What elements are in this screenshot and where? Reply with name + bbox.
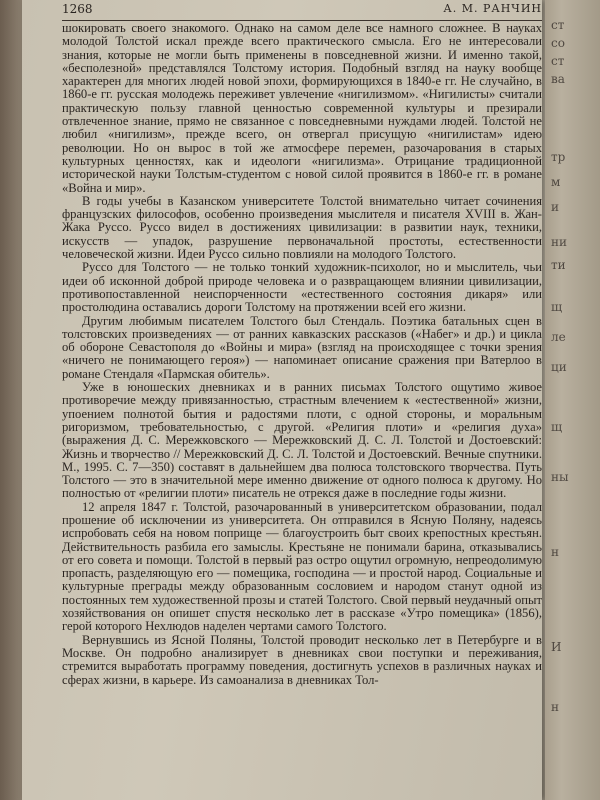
facing-page-fragment: ст	[551, 18, 565, 32]
book-spine-shadow	[0, 0, 22, 800]
facing-page-fragment: и	[551, 200, 559, 214]
facing-page-fragment: м	[551, 175, 561, 189]
facing-page-fragment: ни	[551, 235, 567, 249]
facing-page-fragment: щ	[551, 300, 563, 314]
facing-page-fragment: ци	[551, 360, 567, 374]
page-header	[62, 0, 542, 21]
facing-page-fragment: И	[551, 640, 562, 654]
facing-page-fragment: н	[551, 700, 559, 714]
facing-page-edge	[545, 0, 600, 800]
book-page	[22, 0, 542, 800]
paragraph: 12 апреля 1847 г. Толстой, разочарованный в университетском образовании, подал прошение об исключении из университета. Он отправился в Ясную Поляну, надеясь испробовать себя на новом поприще — благоустроить быт своих крепостных крестьян. Действительность разбила его замыслы. Крестьяне не понимали барина, отказывались от его совета и помощи. Толстой в первый раз остро ощутил огромную, непреодолимую пропасть, разделяющую его — помещика, господина — и простой народ. Социальные и культурные преграды между образованным сословием и народом станут одной из постоянных тем художественной прозы и статей Толстого. Свой первый неудачный опыт хозяйствования он опишет спустя несколько лет в рассказе «Утро помещика» (1856), герой которого Нехлюдов наделен чертами самого Толстого.	[62, 499, 542, 634]
running-head: А. М. РАНЧИН	[443, 2, 542, 15]
paragraph: шокировать своего знакомого. Однако на самом деле все намного сложнее. В науках молодой Толстой искал прежде всего практического смысла. Его не интересовали знания, которые не могли быть применены в повседневной жизни. И именно такой, «бесполезной» представлялся Толстому история. Подобный взгляд на науку вообще характерен для многих людей новой эпохи, формирующихся в 1840-е гг. Не случайно, в 1860-е гг. русская молодежь переживет увлечение «нигилизмом». «Нигилисты» считали практическую пользу главной ценностью современной культуры и презирали отвлеченное знание, прямо не связанное с повседневными нуждами людей. Толстой не любил «нигилизм», прежде всего, он отвергал присущую «нигилистам» идею революции. Но он вырос в той же атмосфере перемен, разочарования в старых культурных ценностях, как и идеологи «нигилизма». Отрицание традиционной исторической науки Толстым-студентом с новой силой проявится в 1860-е гг. в романе «Война и мир».	[62, 21, 542, 195]
facing-page-fragment: ти	[551, 258, 566, 272]
facing-page-fragment: н	[551, 545, 559, 559]
facing-page-fragment: со	[551, 36, 565, 50]
paragraph: В годы учебы в Казанском университете Толстой внимательно читает сочинения французских философов, особенно произведения мыслителя и писателя XVIII в. Жан-Жака Руссо. Руссо видел в достижениях цивилизации: в развитии наук, техники, искусств — упадок, разрушение первоначальной простоты, естественности человеческой жизни. Идеи Руссо сильно повлияли на молодого Толстого.	[62, 193, 542, 262]
facing-page-fragment: щ	[551, 420, 563, 434]
page-number: 1268	[62, 2, 93, 16]
facing-page-fragment: ст	[551, 54, 565, 68]
paragraph: Вернувшись из Ясной Поляны, Толстой проводит несколько лет в Петербурге и в Москве. Он подробно анализирует в дневниках свои поступки и переживания, стремится выработать программу поведения, достигнуть успехов в различных науках и сферах жизни, в карьере. Из самоанализа в дневниках Тол-	[62, 632, 542, 687]
paragraph: Руссо для Толстого — не только тонкий художник-психолог, но и мыслитель, чьи идеи об исконной доброй природе человека и о развращающем влиянии цивилизации, противопоставленной неиспорченности «естественного состояния дикаря» или простолюдина оставались дороги Толстому на протяжении всей его жизни.	[62, 260, 542, 315]
body-text	[62, 22, 542, 687]
facing-page-fragment: ны	[551, 470, 569, 484]
paragraph: Другим любимым писателем Толстого был Стендаль. Поэтика батальных сцен в толстовских произведениях — от ранних кавказских рассказов («Набег» и др.) и цикла об обороне Севастополя до «Войны и мира» (взгляд на происходящее с точки зрения «ничего не понимающего героя») — напоминает описание сражения при Ватерлоо в романе Стендаля «Пармская обитель».	[62, 313, 542, 381]
facing-page-fragment: ва	[551, 72, 565, 86]
facing-page-fragment: ле	[551, 330, 566, 344]
paragraph: Уже в юношеских дневниках и в ранних письмах Толстого ощутимо живое противоречие между привязанностью, страстным влечением к «естественной» жизни, упоением полнотой бытия и радостями плоти, с одной стороны, и моральным ригоризмом, требовательностью, с другой. «Религия плоти» и «религия духа» (выражения Д. С. Мережковского — Мережковский Д. С. Л. Толстой и Достоевский: Жизнь и творчество // Мережковский Д. С. Л. Толстой и Достоевский. Вечные спутники. М., 1995. С. 7—350) составят в дальнейшем два полюса толстовского творчества. Путь Толстого — это в значительной мере именно движение от одного полюса к другому. Но полностью от «религии плоти» писатель не отрекся даже в последние годы жизни.	[62, 380, 542, 501]
facing-page-fragment: тр	[551, 150, 566, 164]
